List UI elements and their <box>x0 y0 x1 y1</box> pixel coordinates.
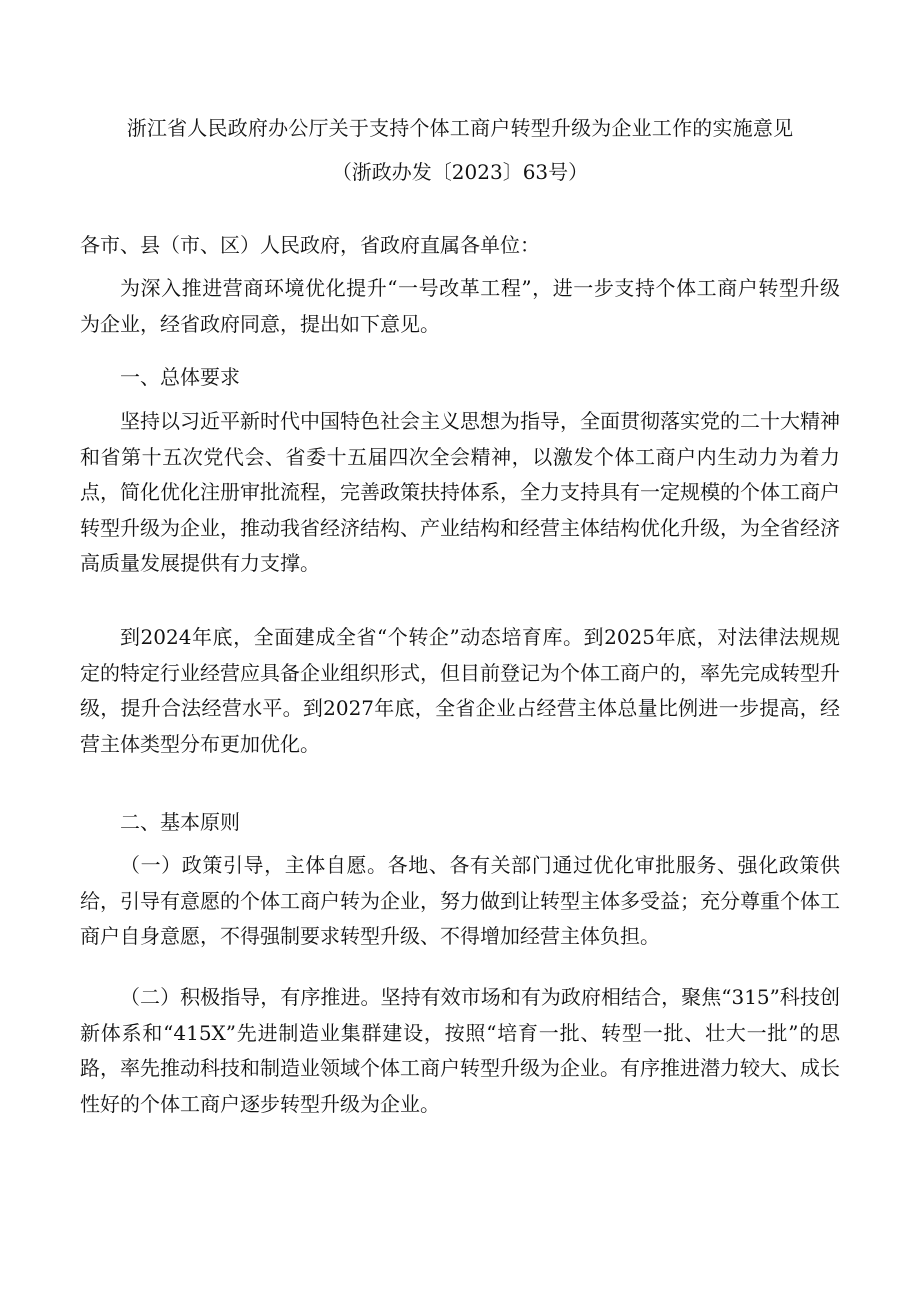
section-heading-1: 一、总体要求 <box>120 365 240 389</box>
salutation: 各市、县（市、区）人民政府，省政府直属各单位： <box>80 233 540 257</box>
document-number: （浙政办发〔2023〕63号） <box>331 160 589 184</box>
section-heading-2: 二、基本原则 <box>120 810 240 834</box>
section1-paragraph-2: 到2024年底，全面建成全省“个转企”动态培育库。到2025年底，对法律法规规定的特定行业经营应具备企业组织形式，但目前登记为个体工商户的，率先完成转型升级，提升合法经营水平。到2027年底，全省企业占经营主体总量比例进一步提高，经营主体类型分布更加优化。 <box>80 625 840 756</box>
document-title: 浙江省人民政府办公厅关于支持个体工商户转型升级为企业工作的实施意见 <box>126 116 794 140</box>
section2-paragraph-1: （一）政策引导，主体自愿。各地、各有关部门通过优化审批服务、强化政策供给，引导有意愿的个体工商户转为企业，努力做到让转型主体多受益；充分尊重个体工商户自身意愿，不得强制要求转型升级、不得增加经营主体负担。 <box>80 853 840 948</box>
intro-paragraph: 为深入推进营商环境优化提升“一号改革工程”，进一步支持个体工商户转型升级为企业，经省政府同意，提出如下意见。 <box>80 276 840 336</box>
section1-paragraph-1: 坚持以习近平新时代中国特色社会主义思想为指导，全面贯彻落实党的二十大精神和省第十五次党代会、省委十五届四次全会精神，以激发个体工商户内生动力为着力点，简化优化注册审批流程，完善政策扶持体系，全力支持具有一定规模的个体工商户转型升级为企业，推动我省经济结构、产业结构和经营主体结构优化升级，为全省经济高质量发展提供有力支撑。 <box>80 409 840 575</box>
section2-paragraph-2: （二）积极指导，有序推进。坚持有效市场和有为政府相结合，聚焦“315”科技创新体系和“415X”先进制造业集群建设，按照“培育一批、转型一批、壮大一批”的思路，率先推动科技和制造业领域个体工商户转型升级为企业。有序推进潜力较大、成长性好的个体工商户逐步转型升级为企业。 <box>80 985 840 1116</box>
